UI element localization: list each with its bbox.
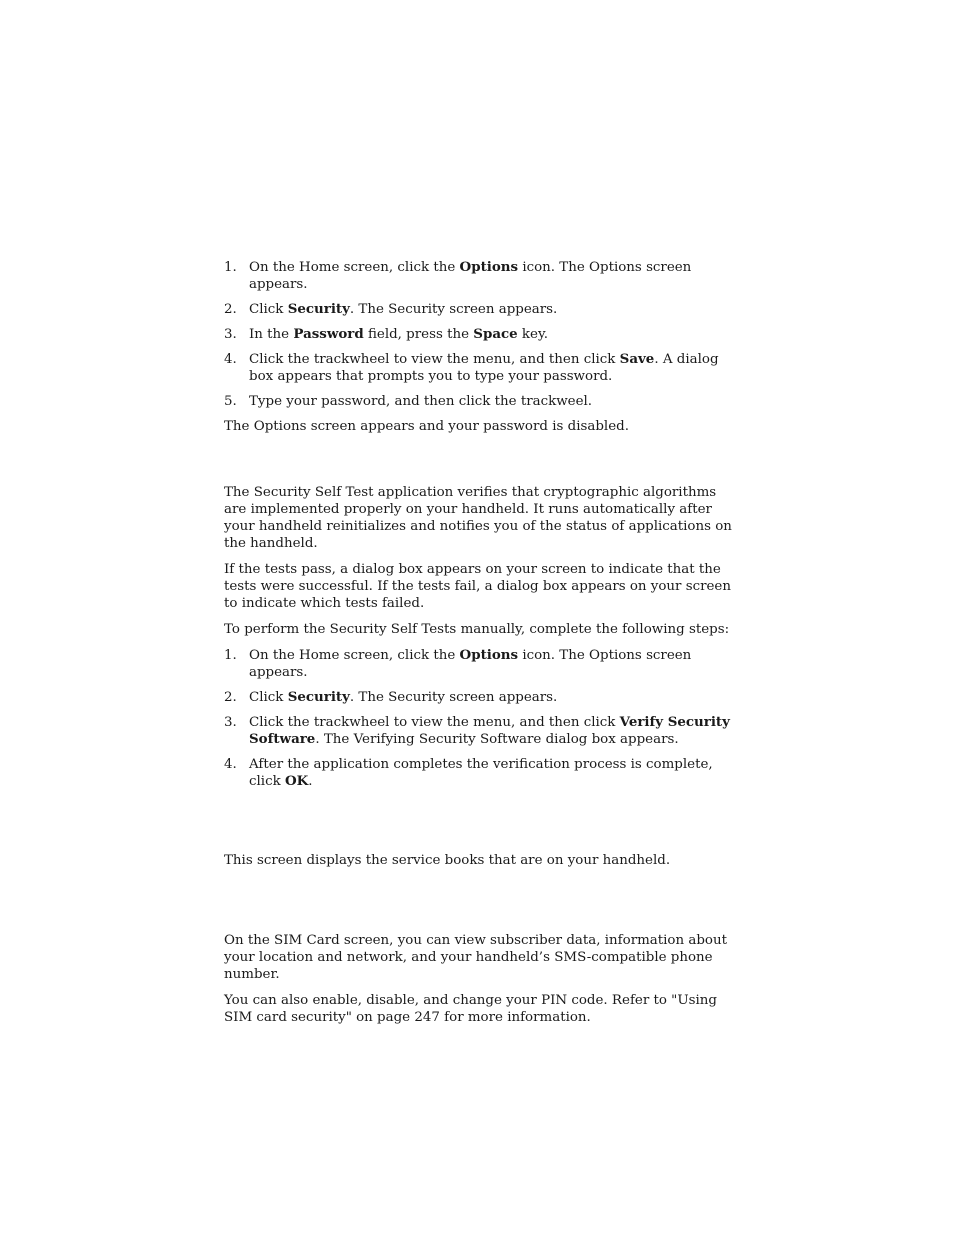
list-item: 5. Type your password, and then click the trackweel. bbox=[224, 394, 593, 409]
sim-card-paragraph-1: On the SIM Card screen, you can view subscriber data, information about your location and network, and your handheld’s SMS-compatible phone number. bbox=[224, 933, 727, 982]
list-item: 4. After the application completes the verification process is complete, click OK. bbox=[224, 757, 713, 789]
self-test-pass-fail: If the tests pass, a dialog box appears on your screen to indicate that the tests were successful. If the tests fail, a dialog box appears on your screen to indicate which tests failed. bbox=[224, 562, 731, 611]
service-books-text: This screen displays the service books that are on your handheld. bbox=[224, 853, 671, 868]
list-item: 2. Click Security. The Security screen appears. bbox=[224, 301, 558, 317]
list-item: 2. Click Security. The Security screen appears. bbox=[224, 689, 558, 705]
list-item: 3. In the Password field, press the Space key. bbox=[224, 326, 549, 342]
self-test-intro: The Security Self Test application verifies that cryptographic algorithms are implemented properly on your handheld. It runs automatically after your handheld reinitializes and notifies you of the status of applications on the handheld. bbox=[224, 485, 732, 551]
result-text: The Options screen appears and your password is disabled. bbox=[224, 419, 629, 434]
list-item: 3. Click the trackwheel to view the menu, and then click Verify Security Software. The Verifying Security Software dialog box appears. bbox=[224, 714, 730, 747]
self-test-manual-intro: To perform the Security Self Tests manually, complete the following steps: bbox=[224, 622, 730, 637]
self-test-steps bbox=[224, 647, 736, 790]
list-item: 1. On the Home screen, click the Options icon. The Options screen appears. bbox=[224, 259, 692, 292]
list-item: 1. On the Home screen, click the Options icon. The Options screen appears. bbox=[224, 647, 692, 680]
sim-card-paragraph-2: You can also enable, disable, and change your PIN code. Refer to "Using SIM card security" on page 247 for more information. bbox=[224, 993, 717, 1025]
disable-password-steps bbox=[224, 259, 736, 410]
list-item: 4. Click the trackwheel to view the menu, and then click Save. A dialog box appears that prompts you to type your password. bbox=[224, 351, 719, 384]
document-page bbox=[224, 259, 736, 1035]
